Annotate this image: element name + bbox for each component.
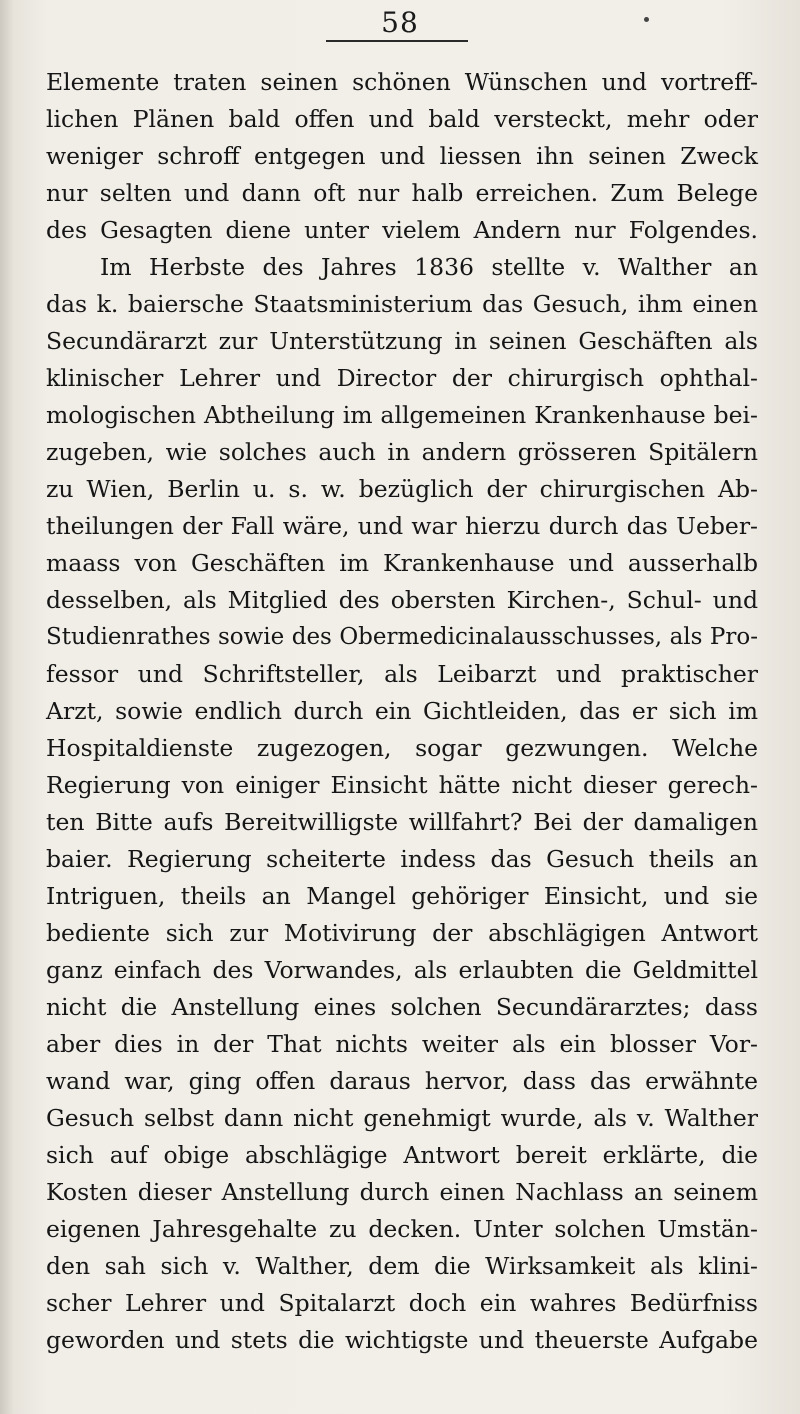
text-line: bediente sich zur Motivirung der abschlägigen Antwort bbox=[46, 919, 758, 947]
text-line: Regierung von einiger Einsicht hätte nicht dieser gerech- bbox=[46, 771, 758, 799]
text-line: baier. Regierung scheiterte indess das Gesuch theils an bbox=[46, 845, 758, 873]
text-line: den sah sich v. Walther, dem die Wirksamkeit als klini- bbox=[46, 1252, 758, 1280]
text-line: Gesuch selbst dann nicht genehmigt wurde, als v. Walther bbox=[46, 1104, 758, 1132]
text-line: eigenen Jahresgehalte zu decken. Unter solchen Umstän- bbox=[46, 1215, 758, 1243]
page-gutter-shadow bbox=[0, 0, 14, 1414]
text-line: desselben, als Mitglied des obersten Kirchen-, Schul- und bbox=[46, 586, 758, 614]
text-line: theilungen der Fall wäre, und war hierzu durch das Ueber- bbox=[46, 512, 758, 540]
text-line: lichen Plänen bald offen und bald versteckt, mehr oder bbox=[46, 105, 758, 133]
text-line: zu Wien, Berlin u. s. w. bezüglich der chirurgischen Ab- bbox=[46, 475, 758, 503]
text-line: mologischen Abtheilung im allgemeinen Krankenhause bei- bbox=[46, 401, 758, 429]
text-line: sich auf obige abschlägige Antwort bereit erklärte, die bbox=[46, 1141, 758, 1169]
body-text bbox=[46, 64, 758, 1359]
text-line: maass von Geschäften im Krankenhause und ausserhalb bbox=[46, 549, 758, 577]
text-line: nur selten und dann oft nur halb erreichen. Zum Belege bbox=[46, 179, 758, 207]
text-line: fessor und Schriftsteller, als Leibarzt und praktischer bbox=[46, 660, 758, 688]
text-line: Studienrathes sowie des Obermedicinalausschusses, als Pro- bbox=[46, 624, 758, 650]
text-line: aber dies in der That nichts weiter als ein blosser Vor- bbox=[46, 1030, 758, 1058]
text-line: scher Lehrer und Spitalarzt doch ein wahres Bedürfniss bbox=[46, 1289, 758, 1317]
text-line: wand war, ging offen daraus hervor, dass das erwähnte bbox=[46, 1067, 758, 1095]
text-line: weniger schroff entgegen und liessen ihn seinen Zweck bbox=[46, 142, 758, 170]
text-line: Hospitaldienste zugezogen, sogar gezwungen. Welche bbox=[46, 734, 758, 762]
paragraph-start-line: Im Herbste des Jahres 1836 stellte v. Walther an bbox=[100, 253, 758, 281]
text-line: Secundärarzt zur Unterstützung in seinen Geschäften als bbox=[46, 327, 758, 355]
text-line: zugeben, wie solches auch in andern grösseren Spitälern bbox=[46, 438, 758, 466]
text-line: Elemente traten seinen schönen Wünschen und vortreff- bbox=[46, 68, 758, 96]
text-line: nicht die Anstellung eines solchen Secundärarztes; dass bbox=[46, 993, 758, 1021]
text-line: Kosten dieser Anstellung durch einen Nachlass an seinem bbox=[46, 1178, 758, 1206]
text-line: Intriguen, theils an Mangel gehöriger Einsicht, und sie bbox=[46, 882, 758, 910]
page-number: 58 bbox=[381, 6, 419, 39]
text-line: das k. baiersche Staatsministerium das Gesuch, ihm einen bbox=[46, 290, 758, 318]
text-line: ganz einfach des Vorwandes, als erlaubten die Geldmittel bbox=[46, 956, 758, 984]
header-rule bbox=[326, 40, 468, 42]
text-line: klinischer Lehrer und Director der chirurgisch ophthal- bbox=[46, 364, 758, 392]
text-line: des Gesagten diene unter vielem Andern nur Folgendes. bbox=[46, 216, 758, 244]
text-line: geworden und stets die wichtigste und theuerste Aufgabe bbox=[46, 1326, 758, 1354]
text-line: Arzt, sowie endlich durch ein Gichtleiden, das er sich im bbox=[46, 697, 758, 725]
text-line: ten Bitte aufs Bereitwilligste willfahrt? Bei der damaligen bbox=[46, 808, 758, 836]
print-speck bbox=[644, 17, 649, 22]
